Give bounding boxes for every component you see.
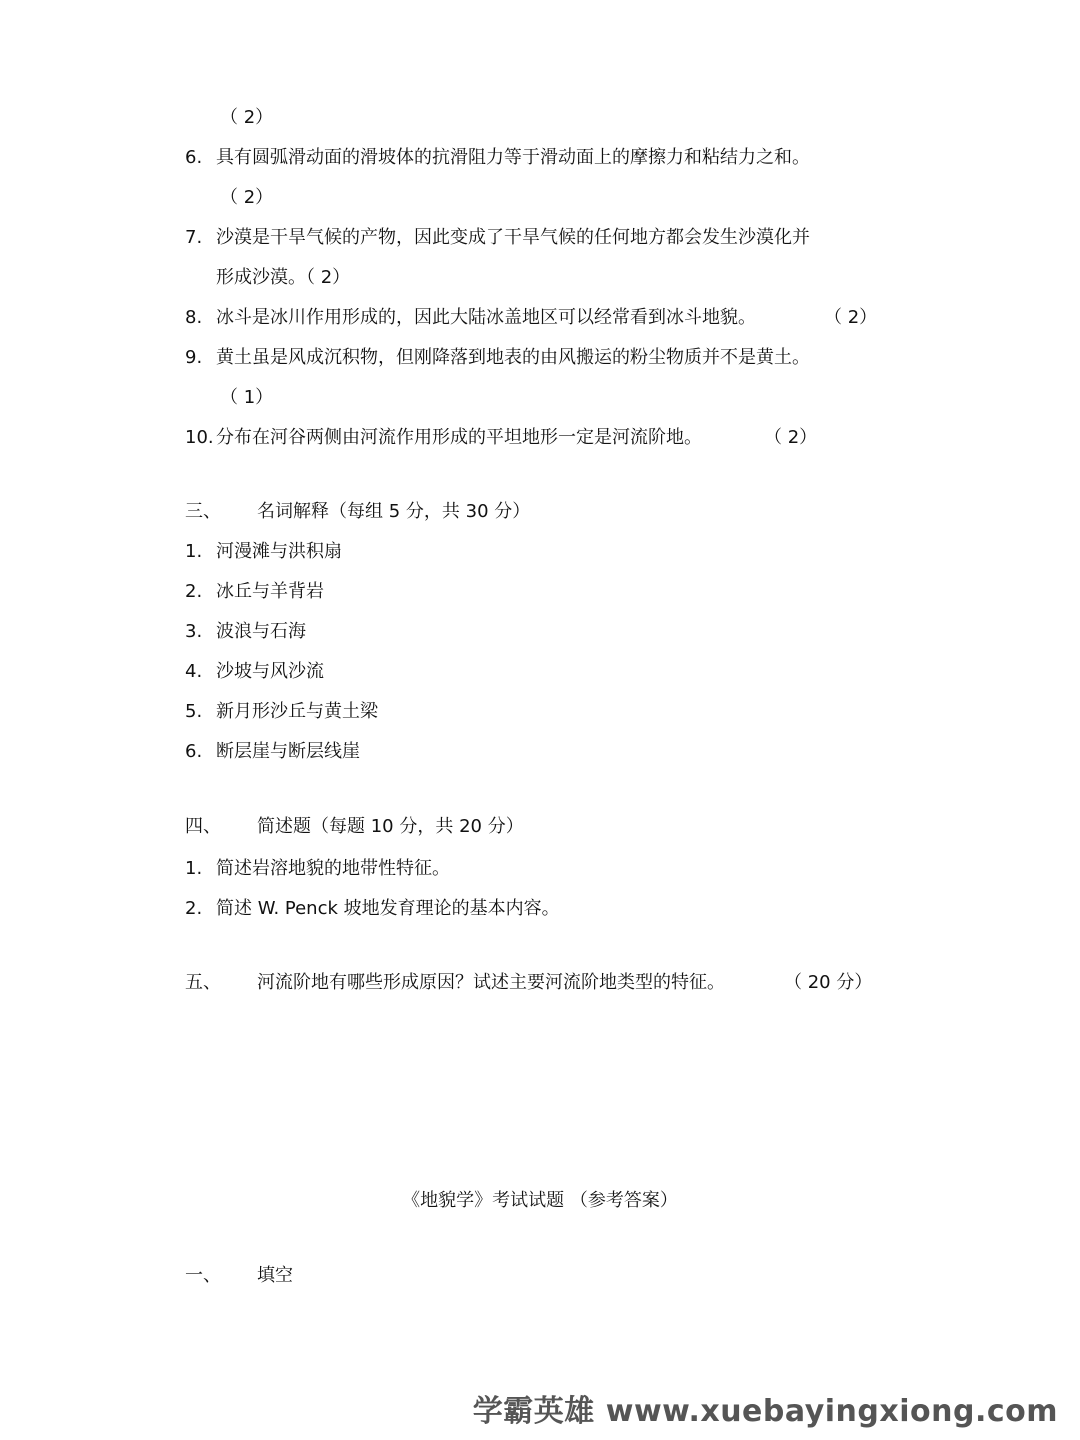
item-number: 3.: [185, 621, 203, 642]
item-text: 冰丘与羊背岩: [216, 581, 324, 602]
section-title: 简述题（每题 10 分，共 20 分）: [257, 816, 524, 837]
item-score: （ 2）: [764, 427, 818, 448]
section-title: 填空: [257, 1265, 293, 1286]
section-title: 名词解释（每组 5 分，共 30 分）: [257, 501, 531, 522]
item-text: 冰斗是冰川作用形成的，因此大陆冰盖地区可以经常看到冰斗地貌。: [216, 307, 756, 328]
item-text: 波浪与石海: [216, 621, 306, 642]
item-number: 6.: [185, 147, 203, 168]
watermark: 学霸英雄 www.xuebayingxiong.com: [472, 1394, 1058, 1429]
section-title: 河流阶地有哪些形成原因？试述主要河流阶地类型的特征。: [257, 972, 725, 993]
section-number: 三、: [185, 501, 221, 522]
section-score: （ 20 分）: [784, 972, 873, 993]
item-number: 4.: [185, 661, 203, 682]
item-score: （ 2）: [824, 307, 878, 328]
item-text: 简述 W. Penck 坡地发育理论的基本内容。: [216, 898, 560, 919]
item-score: （ 1）: [220, 387, 274, 408]
item-text: 沙坡与风沙流: [216, 661, 324, 682]
item-number: 1.: [185, 541, 203, 562]
item-text: 具有圆弧滑动面的滑坡体的抗滑阻力等于滑动面上的摩擦力和粘结力之和。: [216, 147, 810, 168]
item-score: （ 2）: [220, 187, 274, 208]
section-number: 五、: [185, 972, 221, 993]
section-number: 四、: [185, 816, 221, 837]
item-text: 河漫滩与洪积扇: [216, 541, 342, 562]
item-text: 黄土虽是风成沉积物，但刚降落到地表的由风搬运的粉尘物质并不是黄土。: [216, 347, 810, 368]
item-number: 7.: [185, 227, 203, 248]
item-number: 2.: [185, 581, 203, 602]
item-number: 8.: [185, 307, 203, 328]
item-text: 简述岩溶地貌的地带性特征。: [216, 858, 450, 879]
item-number: 5.: [185, 701, 203, 722]
item-text-continued: 形成沙漠。（ 2）: [216, 267, 351, 288]
item-text: 断层崖与断层线崖: [216, 741, 360, 762]
answer-title: 《地貌学》考试试题 （参考答案）: [402, 1190, 678, 1211]
item-text: 沙漠是干旱气候的产物，因此变成了干旱气候的任何地方都会发生沙漠化并: [216, 227, 810, 248]
item-number: 10.: [185, 427, 214, 448]
item-text: 新月形沙丘与黄土梁: [216, 701, 378, 722]
item-number: 6.: [185, 741, 203, 762]
item-number: 9.: [185, 347, 203, 368]
item-text: 分布在河谷两侧由河流作用形成的平坦地形一定是河流阶地。: [216, 427, 702, 448]
item-number: 2.: [185, 898, 203, 919]
section-number: 一、: [185, 1265, 221, 1286]
item-number: 1.: [185, 858, 203, 879]
score-label: （ 2）: [220, 107, 274, 128]
